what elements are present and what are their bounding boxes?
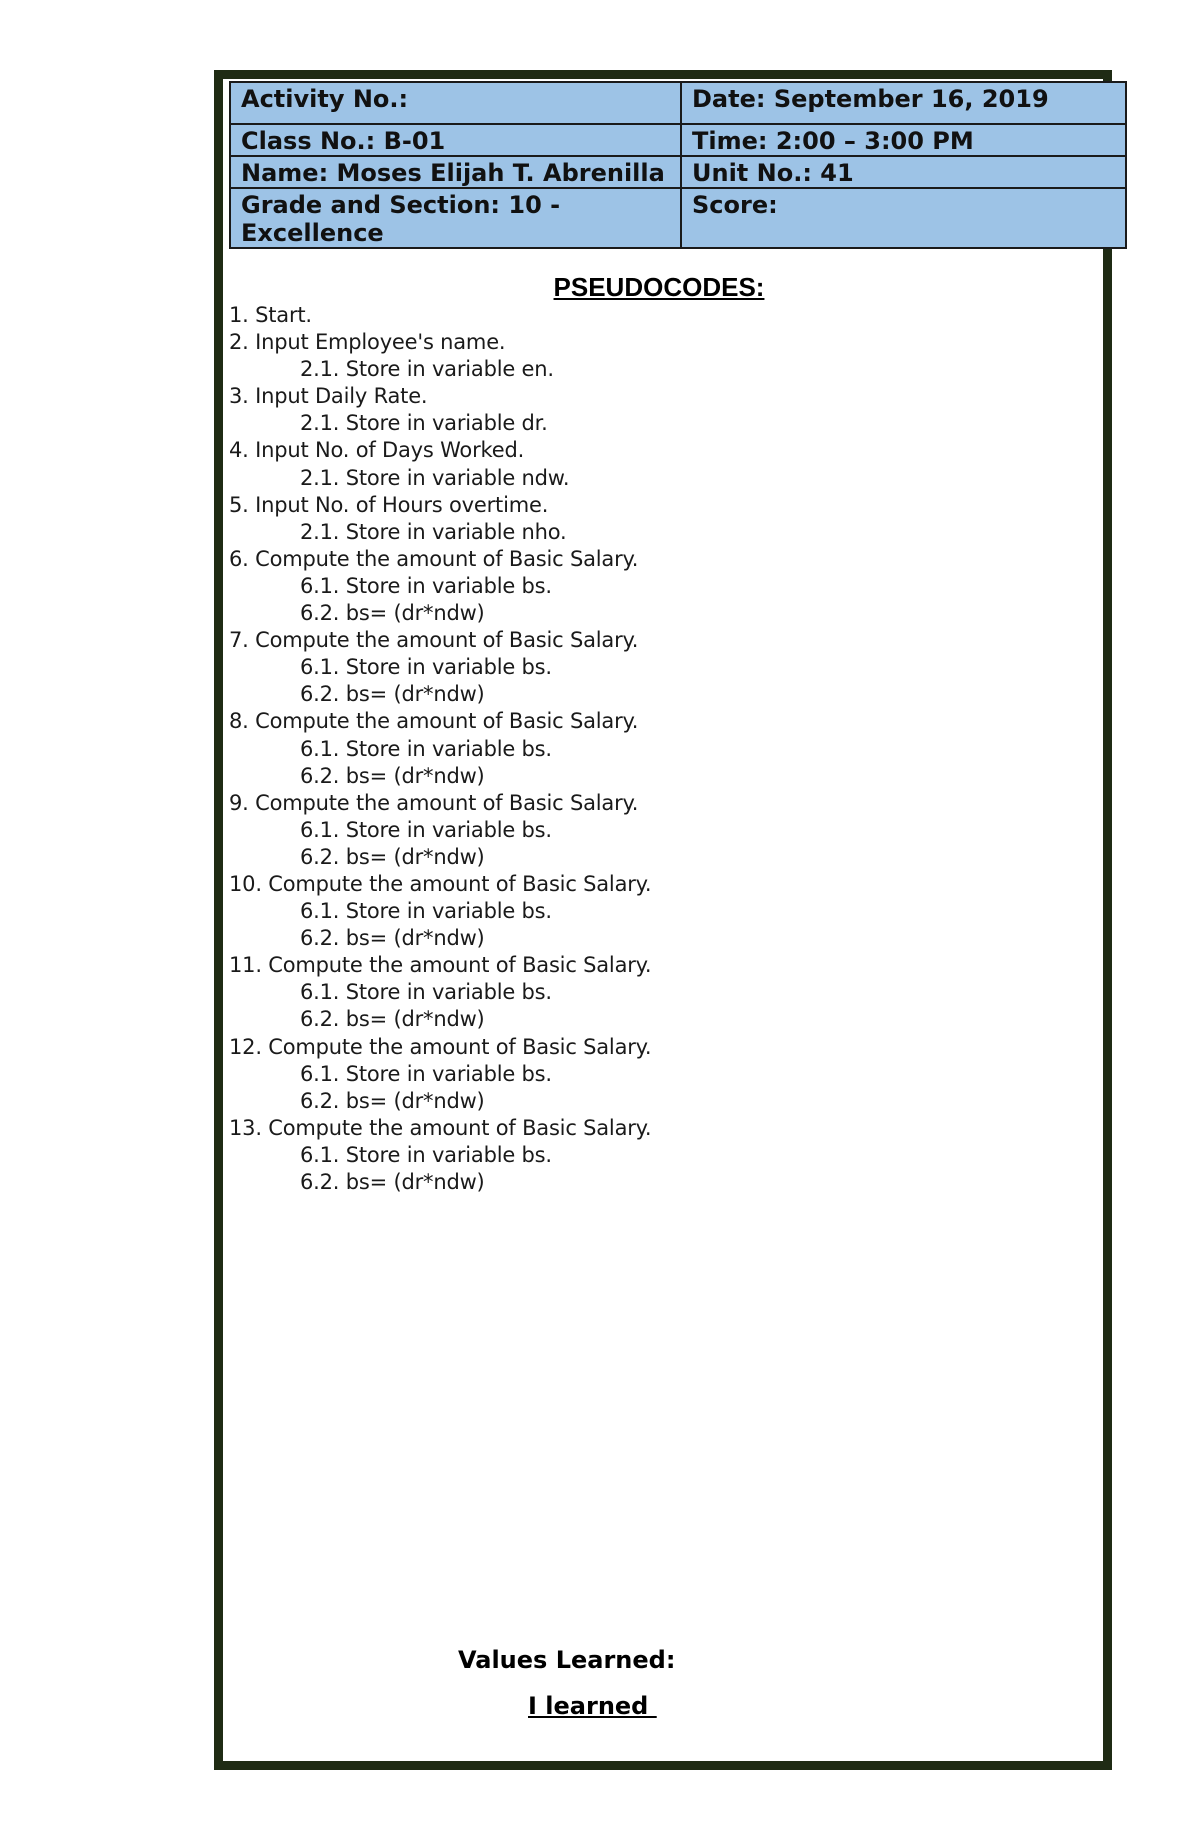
pseudocode-substep: 6.1. Store in variable bs.: [300, 1142, 552, 1167]
pseudocode-step: 1. Start.: [229, 303, 312, 327]
pseudocode-step: 13. Compute the amount of Basic Salary.: [229, 1115, 652, 1140]
pseudocode-step: 2. Input Employee's name.: [229, 330, 506, 355]
pseudocode-substep: 2.1. Store in variable dr.: [300, 411, 548, 436]
pseudocode-substep: 2.1. Store in variable ndw.: [300, 465, 570, 490]
pseudocode-substep: 2.1. Store in variable nho.: [300, 519, 567, 544]
pseudocode-step: 12. Compute the amount of Basic Salary.: [229, 1034, 652, 1059]
header-row: [230, 82, 1126, 124]
grade-section-cell: Grade and Section: 10 - Excellence: [230, 188, 681, 248]
pseudocode-substep: 6.2. bs= (dr*ndw): [300, 844, 485, 869]
values-learned-text: I learned: [528, 1692, 657, 1720]
pseudocode-step: 6. Compute the amount of Basic Salary.: [229, 546, 639, 571]
header-row: [230, 156, 1126, 188]
pseudocodes-title: PSEUDOCODES:: [553, 272, 765, 302]
pseudocode-step: 9. Compute the amount of Basic Salary.: [229, 790, 639, 815]
pseudocode-substep: 2.1. Store in variable en.: [300, 357, 554, 382]
pseudocode-step: 7. Compute the amount of Basic Salary.: [229, 628, 639, 653]
unit-no-cell: Unit No.: 41: [681, 156, 1126, 188]
score-cell: Score:: [681, 188, 1126, 248]
pseudocode-substep: 6.2. bs= (dr*ndw): [300, 682, 485, 707]
header-row: [230, 188, 1126, 248]
pseudocode-substep: 6.1. Store in variable bs.: [300, 817, 552, 842]
pseudocode-substep: 6.1. Store in variable bs.: [300, 655, 552, 680]
pseudocode-substep: 6.2. bs= (dr*ndw): [300, 1170, 485, 1194]
name-cell: Name: Moses Elijah T. Abrenilla: [230, 156, 681, 188]
pseudocode-steps-list: [229, 302, 651, 1196]
pseudocode-substep: 6.2. bs= (dr*ndw): [300, 763, 485, 788]
pseudocode-substep: 6.2. bs= (dr*ndw): [300, 1007, 485, 1032]
pseudocode-step: 4. Input No. of Days Worked.: [229, 438, 525, 463]
pseudocode-substep: 6.1. Store in variable bs.: [300, 980, 552, 1005]
pseudocode-step: 11. Compute the amount of Basic Salary.: [229, 953, 652, 978]
header-row: [230, 124, 1126, 156]
pseudocode-step: 10. Compute the amount of Basic Salary.: [229, 871, 652, 896]
pseudocode-substep: 6.2. bs= (dr*ndw): [300, 1088, 485, 1113]
class-no-cell: Class No.: B-01: [230, 124, 681, 156]
pseudocode-substep: 6.2. bs= (dr*ndw): [300, 601, 485, 626]
pseudocode-substep: 6.1. Store in variable bs.: [300, 736, 552, 761]
pseudocode-substep: 6.1. Store in variable bs.: [300, 899, 552, 924]
pseudocode-substep: 6.1. Store in variable bs.: [300, 1061, 552, 1086]
date-cell: Date: September 16, 2019: [681, 82, 1126, 124]
values-learned-title: Values Learned:: [458, 1646, 676, 1674]
pseudocode-step: 3. Input Daily Rate.: [229, 384, 428, 409]
pseudocode-substep: 6.2. bs= (dr*ndw): [300, 926, 485, 951]
time-cell: Time: 2:00 – 3:00 PM: [681, 124, 1126, 156]
pseudocode-step: 8. Compute the amount of Basic Salary.: [229, 709, 639, 734]
activity-header-table: [229, 81, 1127, 249]
pseudocode-step: 5. Input No. of Hours overtime.: [229, 492, 549, 517]
activity-no-cell: Activity No.:: [230, 82, 681, 124]
pseudocode-substep: 6.1. Store in variable bs.: [300, 573, 552, 598]
